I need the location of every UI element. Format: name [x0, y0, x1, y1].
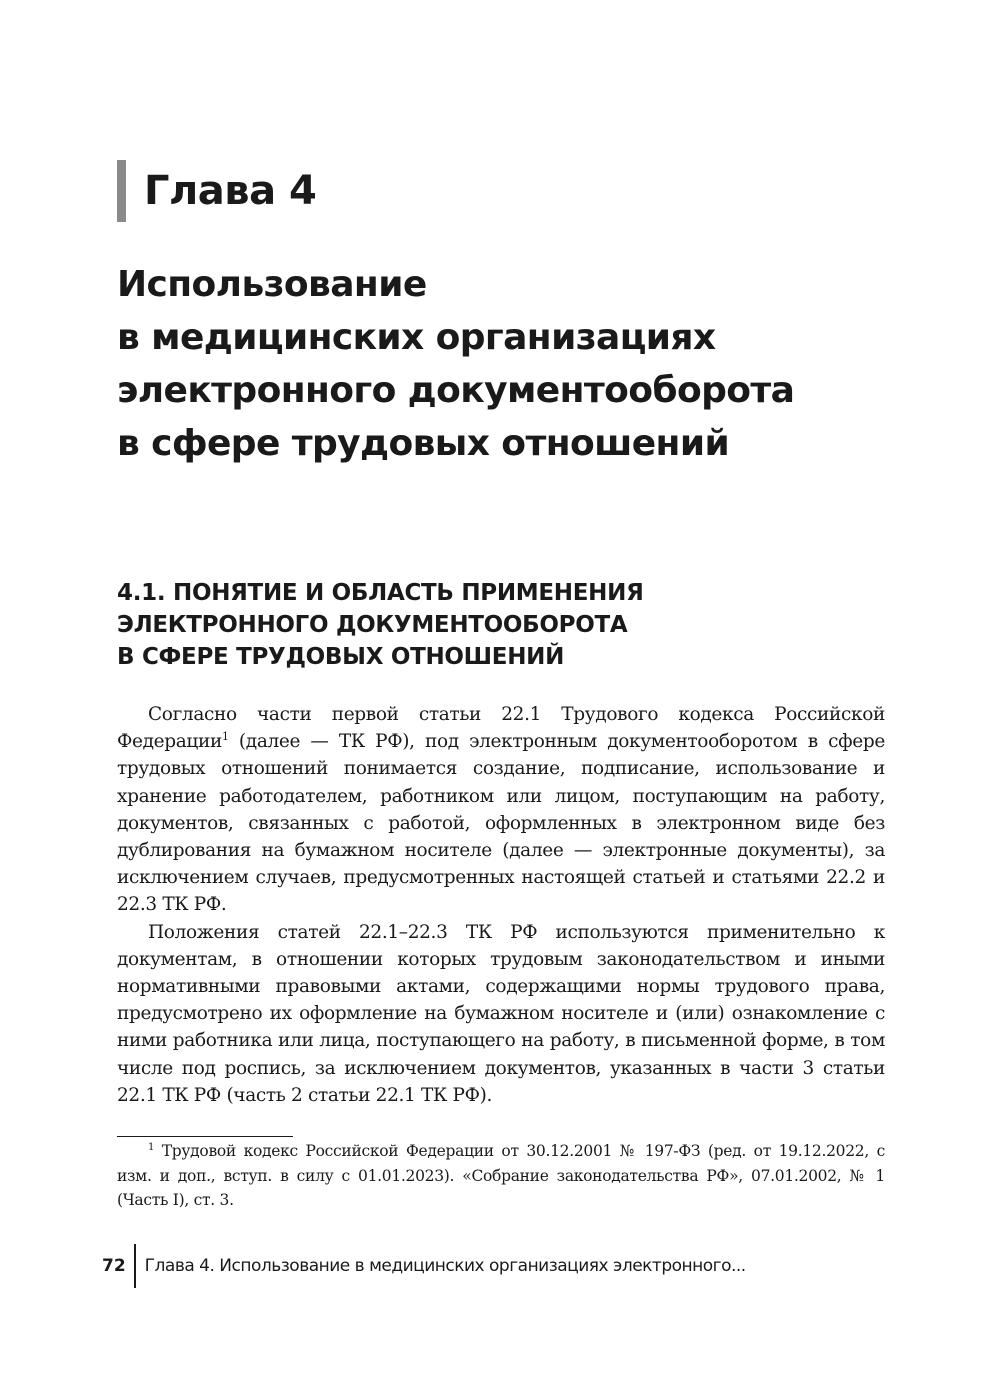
chapter-title-line: в сфере трудовых отношений — [117, 423, 730, 464]
footnote-reference[interactable]: 1 — [221, 730, 229, 744]
paragraph-1-end: (далее — ТК РФ), под электронным документооборотом в сфере трудовых отношений понимается создание, подписание, использование и хранение работодателем, работником или лицом, поступающим на работу, документов, связанных с работой, оформленных в электронном виде без дублирования на бумажном носителе (далее — электронные документы), за исключением случаев, предусмотренных настоящей статьей и статьями 22.2 и 22.3 ТК РФ. — [117, 731, 885, 916]
page-number: 72 — [102, 1256, 126, 1276]
footnote-marker: 1 — [148, 1142, 155, 1153]
footnote-divider — [117, 1136, 293, 1137]
chapter-label: Глава 4 — [144, 168, 317, 214]
running-head: Глава 4. Использование в медицинских организациях электронного... — [144, 1256, 746, 1276]
paragraph-1-start: Согласно части первой статьи 22.1 Трудового кодекса Российской Федерации — [117, 704, 885, 753]
chapter-accent-bar — [117, 160, 126, 222]
paragraph-1 — [117, 701, 885, 919]
section-title — [117, 577, 897, 673]
footer-divider — [134, 1244, 136, 1288]
footnote-text: Трудовой кодекс Российской Федерации от 30.12.2001 № 197-ФЗ (ред. от 19.12.2022, с изм. и доп., вступ. в силу с 01.01.2023). «Собрание законодательства РФ», 07.01.2002, № 1 (Часть I), ст. 3. — [117, 1142, 885, 1209]
footnote — [117, 1139, 885, 1213]
chapter-title-line: электронного документооборота — [117, 370, 795, 411]
chapter-title-line: в медицинских организациях — [117, 317, 716, 358]
body-text — [117, 701, 885, 1109]
paragraph-2: Положения статей 22.1–22.3 ТК РФ используются применительно к документам, в отношении которых трудовым законодательством и иными нормативными правовыми актами, содержащими нормы трудового права, предусмотрено их оформление на бумажном носителе и (или) ознакомление с ними работника или лица, поступающего на работу, в письменной форме, в том числе под роспись, за исключением документов, указанных в части 3 статьи 22.1 ТК РФ (часть 2 статьи 22.1 ТК РФ). — [117, 921, 885, 1106]
chapter-heading — [117, 160, 316, 222]
section-title-line: В СФЕРЕ ТРУДОВЫХ ОТНОШЕНИЙ — [117, 644, 565, 670]
section-title-line: ЭЛЕКТРОННОГО ДОКУМЕНТООБОРОТА — [117, 612, 628, 638]
chapter-title-line: Использование — [117, 264, 427, 305]
section-title-line: 4.1. ПОНЯТИЕ И ОБЛАСТЬ ПРИМЕНЕНИЯ — [117, 580, 644, 606]
chapter-title — [117, 258, 937, 470]
page-footer — [102, 1244, 746, 1288]
